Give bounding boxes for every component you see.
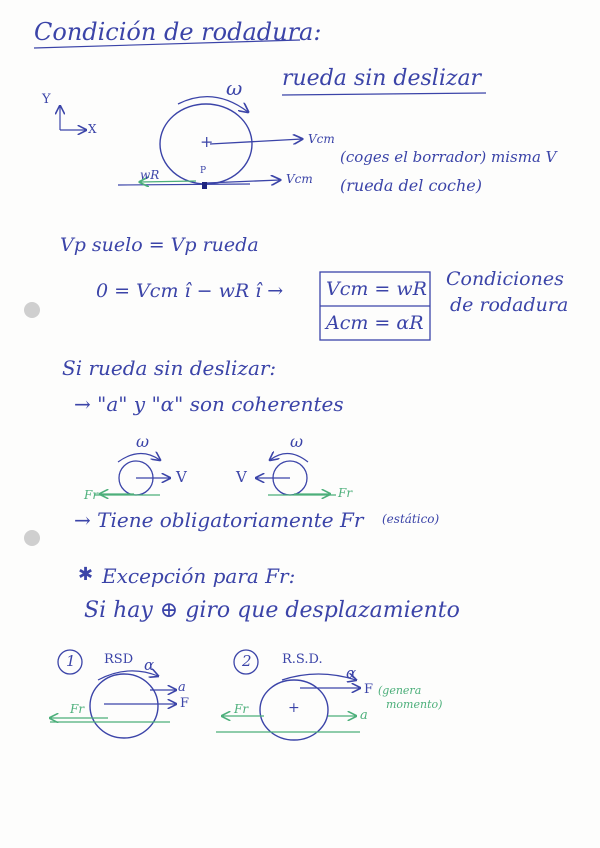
heading-underline [282,93,486,95]
v-label-left: V [176,468,187,486]
case2-number: 2 [242,652,252,670]
exception-line: Si hay ⊕ giro que desplazamiento [84,598,460,623]
wheel-case1 [90,674,158,738]
conditions-label-1: Condiciones [446,268,564,290]
contact-point [202,182,207,189]
case2-f-note-1: (genera [378,684,422,697]
case2-plus: + [288,700,300,716]
note-coche: (rueda del coche) [340,176,483,195]
case2-label: R.S.D. [282,652,323,667]
fr-label-right: Fr [338,486,353,500]
friction-required-line: → Tiene obligatoriamente Fr [74,508,364,532]
v-label-right: V [236,468,247,486]
fr-label-left: Fr [84,488,99,502]
exception-title: Excepción para Fr: [102,564,296,588]
omega-label-1: ω [226,76,243,100]
center-plus-1: + [200,132,214,151]
case1-number: 1 [66,652,76,670]
axis-x-label: X [88,122,97,136]
wr-label: wR [140,168,160,182]
case2-a: a [360,708,368,723]
box-acceleration-condition: Acm = αR [326,312,424,334]
case1-label: RSD [104,652,134,667]
friction-static-note: (estático) [382,512,440,526]
equation-velocity-point: Vp suelo = Vp rueda [60,234,259,256]
case2-alpha: α [346,664,357,682]
case1-fr: Fr [70,702,85,716]
case1-a: a [178,680,186,695]
case2-f-note-2: momento) [386,698,443,711]
vcm-arrow-ground [206,180,280,183]
ground-line-1 [118,184,250,185]
case2-f: F [364,682,374,697]
box-velocity-condition: Vcm = wR [326,278,427,300]
vcm-label-top: Vcm [308,132,335,146]
equation-zero: 0 = Vcm î − wR î → [96,280,284,302]
rolling-heading: Si rueda sin deslizar: [62,356,277,380]
vcm-label-ground: Vcm [286,172,313,186]
omega-label-right: ω [290,432,304,451]
note-borrador: (coges el borrador) misma V [340,148,557,166]
diagram-heading: rueda sin deslizar [282,66,482,91]
page-title: Condición de rodadura: [34,18,322,46]
alpha-arc-case2 [282,674,356,680]
axis-y-label: Y [42,92,51,107]
omega-label-left: ω [136,432,150,451]
star-icon: ✱ [78,564,94,585]
point-p-label: P [200,166,207,176]
vcm-arrow-top [210,139,302,144]
case1-f: F [180,696,190,711]
conditions-label-2: de rodadura [450,294,569,316]
case2-fr: Fr [234,702,249,716]
case1-alpha: α [144,656,155,674]
coherence-line: → "a" y "α" son coherentes [74,392,344,416]
